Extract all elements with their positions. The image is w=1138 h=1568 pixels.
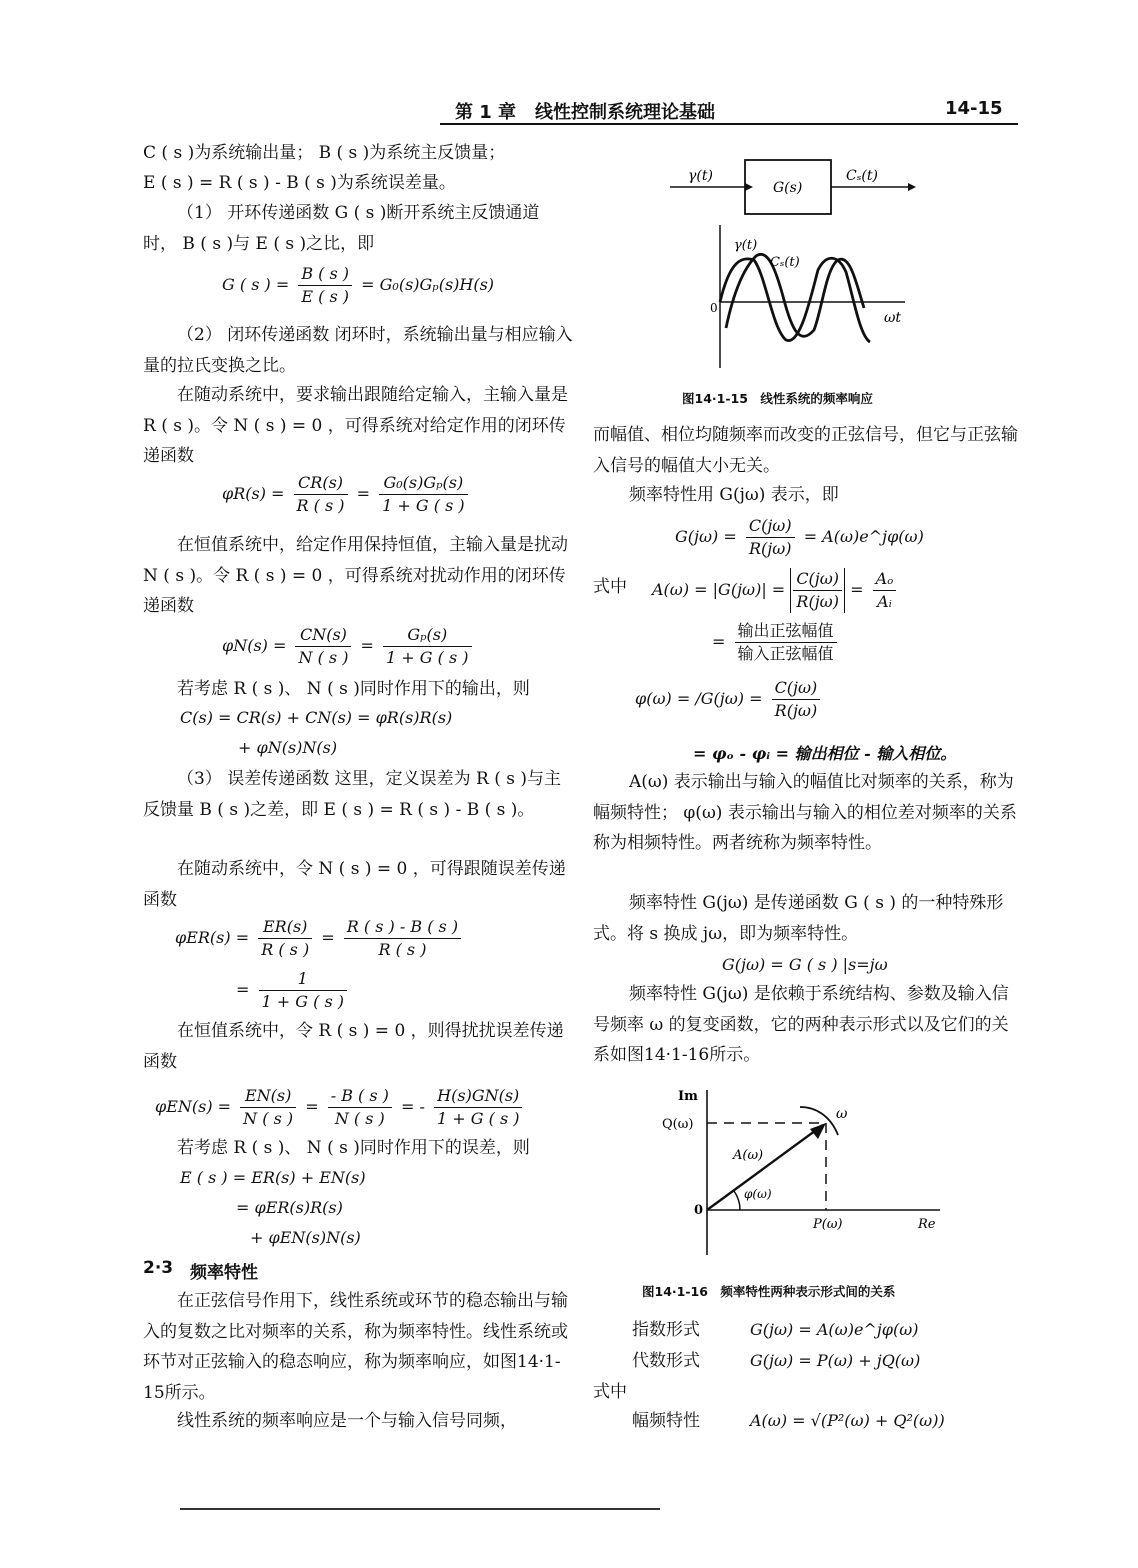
left-equation-2: φR(s) = $\frac{CR(s)}{R ( s )}$ = $\frac{\text{G₀(s)Gₚ(s)}}{1 + G ( s )}$: [222, 472, 472, 517]
vector-arrowhead: [810, 1123, 826, 1139]
right-equation-6: G(jω) = G ( s ) |s=jω: [722, 955, 888, 974]
eq3-den2: 1 + G ( s ): [386, 648, 469, 667]
eq6-den1: N ( s ): [243, 1109, 294, 1128]
r-eq3-num: 输出正弦幅值: [735, 620, 837, 643]
eq2-num2: G₀(s)Gₚ(s): [379, 472, 468, 495]
eq5b-den: 1 + G ( s ): [261, 992, 344, 1011]
eq6-den2: N ( s ): [334, 1109, 385, 1128]
figure-14-1-16-caption: 图14·1-16 频率特性两种表示形式间的关系: [642, 1284, 896, 1299]
eq5-num1: ER(s): [258, 916, 312, 939]
eq6-num3: H(s)GN(s): [434, 1085, 523, 1108]
eq2-num1: CR(s): [294, 472, 348, 495]
r-eq1-den: R(jω): [748, 539, 792, 558]
right-equation-1: [675, 515, 924, 560]
phase-arc: [734, 1191, 740, 1210]
left-equation-1: [222, 263, 494, 308]
left-equation-7b: = φER(s)R(s): [236, 1198, 343, 1217]
figure-14-1-16: [660, 1085, 960, 1270]
alg-form-label: 代数形式: [632, 1351, 700, 1371]
shizhong-label-2: 式中: [593, 1382, 627, 1402]
a-label: A(ω): [733, 1148, 764, 1163]
eq5-lhs: φER(s) =: [175, 928, 250, 947]
wave-axis-label: ωt: [884, 310, 902, 326]
eq6-lhs: φEN(s) =: [155, 1097, 232, 1116]
exp-form-equation: G(jω) = A(ω)e^jφ(ω): [750, 1320, 919, 1339]
wave-output-label: Cₛ(t): [770, 255, 800, 270]
eq3-den1: N ( s ): [298, 648, 349, 667]
left-paragraph-4: （2） 闭环传递函数 闭环时，系统输出量与相应输入量的拉氏变换之比。: [143, 325, 573, 376]
r-eq2-den: R(jω): [796, 592, 839, 611]
eq6-num1: EN(s): [240, 1085, 296, 1108]
left-equation-3: φN(s) = $\frac{CN(s)}{N ( s )}$ = $\frac{\text{Gₚ(s)}}{1 + G ( s )}$: [222, 624, 476, 669]
eq1-num: B ( s ): [298, 263, 352, 286]
left-paragraph-10: 在恒值系统中，令 R ( s ) = 0 ，则得扰扰误差传递函数: [143, 1021, 564, 1072]
eq6-num2: - B ( s ): [328, 1085, 392, 1108]
eq3-num2: Gₚ(s): [383, 624, 472, 647]
r-eq2-num2: Aₒ: [873, 568, 897, 591]
wave-input-label: γ(t): [734, 238, 758, 253]
section-title: 频率特性: [190, 1263, 258, 1283]
r-eq2-den2: Aᵢ: [877, 592, 892, 611]
left-equation-5b: = $\frac{1}{1 + G ( s )}$: [236, 968, 351, 1013]
figure-14-1-15: [660, 150, 930, 375]
re-label: Re: [918, 1217, 936, 1232]
eq3-num1: CN(s): [295, 624, 351, 647]
left-equation-5: φER(s) = $\frac{ER(s)}{R ( s )}$ = $\frac{R ( s ) - B ( s )}{R ( s )}$: [175, 916, 465, 961]
right-equation-5: = φₒ - φᵢ = 输出相位 - 输入相位。: [693, 744, 957, 763]
right-paragraph-5: 频率特性 G(jω) 是依赖于系统结构、参数及输入信号频率 ω 的复变函数，它的两种表示形式以及它们的关系如图14·1-16所示。: [593, 984, 1009, 1065]
eq5-num2: R ( s ) - B ( s ): [344, 916, 461, 939]
left-paragraph-9: 在随动系统中，令 N ( s ) = 0 ，可得跟随误差传递函数: [143, 859, 566, 910]
alg-form-equation: G(jω) = P(ω) + jQ(ω): [750, 1351, 921, 1370]
r-eq1-num: C(jω): [746, 515, 795, 538]
block-output-label: Cₛ(t): [846, 168, 878, 184]
eq2-den2: 1 + G ( s ): [382, 496, 465, 515]
right-equation-2: A(ω) = |G(jω)| = $\frac{C(j\omega)}{R(j\omega)}$ = $\frac{\text{Aₒ}}{\text{Aᵢ}}$: [652, 568, 900, 613]
block-label: G(s): [773, 180, 803, 196]
block-input-label: γ(t): [688, 168, 713, 184]
mag-label: 幅频特性: [632, 1411, 700, 1431]
input-arrow-head: [745, 183, 753, 191]
right-paragraph-1: 而幅值、相位均随频率而改变的正弦信号，但它与正弦输入信号的幅值大小无关。: [593, 425, 1018, 476]
r-eq3-den: 输入正弦幅值: [737, 644, 834, 663]
right-paragraph-2: 频率特性用 G(jω) 表示，即: [629, 485, 839, 505]
eq5-den1: R ( s ): [261, 940, 310, 959]
left-paragraph-11: 若考虑 R ( s )、 N ( s )同时作用下的误差，则: [177, 1138, 530, 1158]
p-label: P(ω): [813, 1217, 843, 1232]
r-eq2-lhs: A(ω) = |G(jω)| =: [652, 580, 786, 599]
left-paragraph-6: 在恒值系统中，给定作用保持恒值，主输入量是扰动 N ( s )。令 R ( s ) = 0 ，可得系统对扰动作用的闭环传递函数: [143, 535, 568, 616]
eq1-den: E ( s ): [301, 287, 349, 306]
eq2-den1: R ( s ): [296, 496, 345, 515]
eq5b-num: 1: [259, 968, 348, 991]
phi-label: φ(ω): [744, 1187, 772, 1201]
chapter-title: 线性控制系统理论基础: [535, 102, 715, 123]
left-paragraph-8: （3） 误差传递函数 这里，定义误差为 R ( s )与主反馈量 B ( s )之差，即 E ( s ) = R ( s ) - B ( s )。: [143, 769, 562, 820]
bottom-scan-line: [180, 1508, 660, 1510]
left-equation-4b: + φN(s)N(s): [238, 738, 338, 757]
section-number: 2·3: [143, 1258, 174, 1278]
r-eq1-rhs: = A(ω)e^jφ(ω): [803, 527, 924, 546]
left-equation-6: φEN(s) = $\frac{EN(s)}{N ( s )}$ = $\frac{- B ( s )}{N ( s )}$ = - $\frac{H(s)GN(s)}{1 + G ( s )}$: [155, 1085, 526, 1130]
page-number: 14-15: [945, 98, 1003, 119]
omega-label: ω: [836, 1106, 848, 1122]
figure-14-1-15-caption: 图14·1-15 线性系统的频率响应: [682, 391, 873, 406]
q-label: Q(ω): [662, 1117, 694, 1132]
left-paragraph-12: 在正弦信号作用下，线性系统或环节的稳态输出与输入的复数之比对频率的关系，称为频率特性。线性系统或环节对正弦输入的稳态响应，称为频率响应，如图14·1-15所示。: [143, 1291, 568, 1403]
left-paragraph-1: C ( s )为系统输出量； B ( s )为系统主反馈量；: [143, 143, 506, 163]
left-equation-7c: + φEN(s)N(s): [250, 1228, 361, 1247]
eq1-lhs: G ( s ) =: [222, 275, 290, 294]
left-paragraph-2: E ( s ) = R ( s ) - B ( s )为系统误差量。: [143, 173, 456, 193]
mag-equation: A(ω) = √(P²(ω) + Q²(ω)): [750, 1411, 945, 1430]
left-paragraph-13: 线性系统的频率响应是一个与输入信号同频，: [177, 1411, 517, 1431]
r-eq4-lhs: φ(ω) = /G(jω): [635, 689, 744, 708]
eq6-den3: 1 + G ( s ): [436, 1109, 520, 1128]
exp-form-label: 指数形式: [632, 1320, 700, 1340]
eq5-den2: R ( s ): [378, 940, 427, 959]
header-rule: [440, 123, 1018, 125]
right-paragraph-4: 频率特性 G(jω) 是传递函数 G ( s ) 的一种特殊形式。将 s 换成 jω，即为频率特性。: [593, 893, 1004, 944]
right-equation-3: = $\frac{\text{输出正弦幅值}}{\text{输入正弦幅值}}$: [712, 620, 841, 665]
r-eq2-num: C(jω): [793, 568, 842, 591]
output-arrow-head: [908, 183, 916, 191]
eq3-lhs: φN(s) =: [222, 636, 287, 655]
r-eq1-lhs: G(jω) =: [675, 527, 737, 546]
eq1-rhs: = G₀(s)Gₚ(s)H(s): [361, 275, 495, 294]
origin-label: 0: [694, 1203, 704, 1218]
im-label: Im: [678, 1089, 698, 1104]
eq2-lhs: φR(s) =: [222, 484, 285, 503]
left-equation-4a: C(s) = CR(s) + CN(s) = φR(s)R(s): [180, 708, 453, 727]
r-eq4-den: R(jω): [774, 701, 818, 720]
r-eq4-num: C(jω): [772, 677, 821, 700]
right-paragraph-3: A(ω) 表示输出与输入的幅值比对频率的关系，称为幅频特性； φ(ω) 表示输出与输入的相位差对频率的关系称为相频特性。两者统称为频率特性。: [593, 772, 1017, 853]
left-paragraph-7: 若考虑 R ( s )、 N ( s )同时作用下的输出，则: [177, 679, 530, 699]
chapter-label: 第 1 章: [455, 102, 517, 123]
right-equation-4: φ(ω) = /G(jω) = $\frac{C(j\omega)}{R(j\omega)}$: [635, 677, 824, 722]
wave-origin-label: 0: [710, 301, 718, 315]
shizhong-label: 式中: [593, 577, 627, 597]
left-equation-7a: E ( s ) = ER(s) + EN(s): [180, 1168, 366, 1187]
left-paragraph-3: （1） 开环传递函数 G ( s )断开系统主反馈通道时， B ( s )与 E ( s )之比，即: [143, 203, 540, 254]
left-paragraph-5: 在随动系统中，要求输出跟随给定输入，主输入量是 R ( s )。令 N ( s ) = 0 ，可得系统对给定作用的闭环传递函数: [143, 385, 568, 466]
